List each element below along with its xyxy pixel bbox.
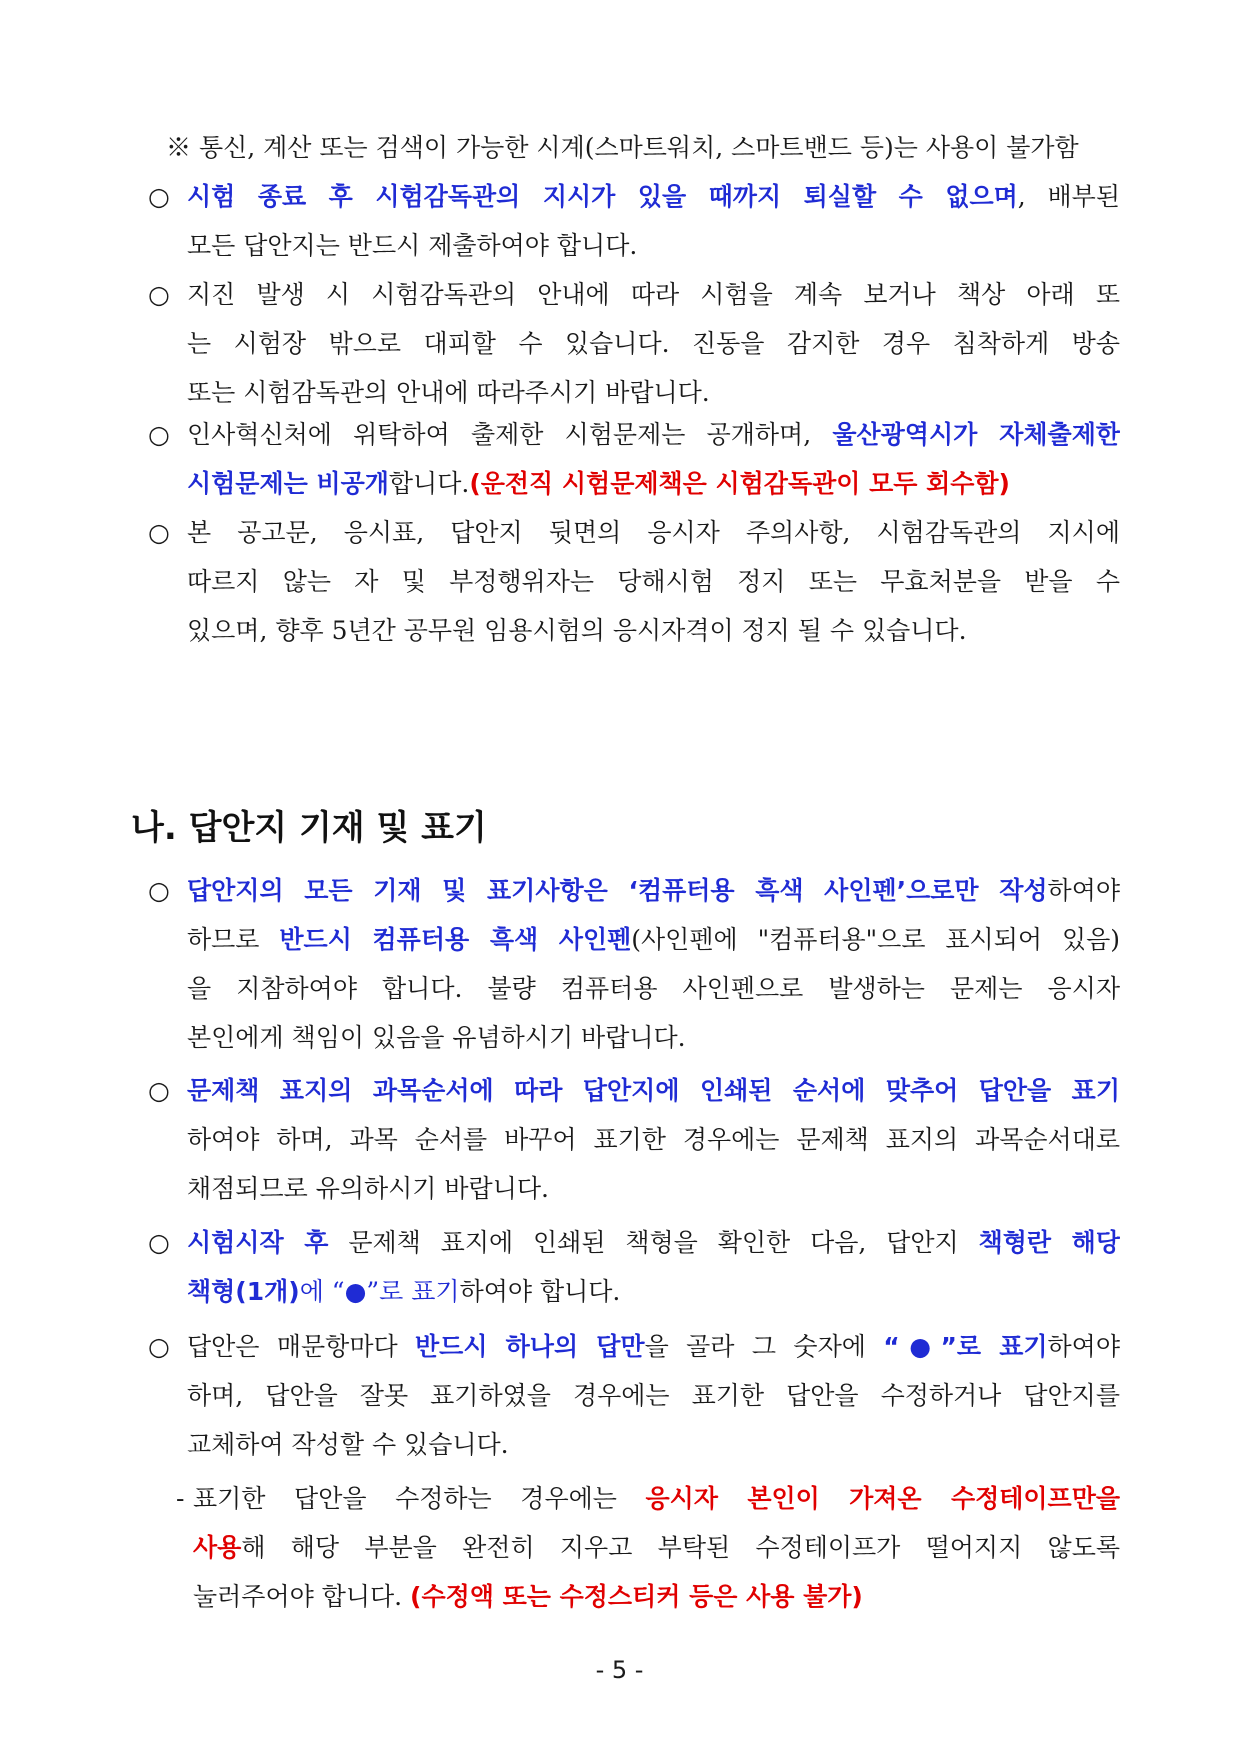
rule-item-earthquake: ○ 지진 발생 시 시험감독관의 안내에 따라 시험을 계속 보거나 책상 아래 또 는 시험장 밖으로 대피할 수 있습니다. 진동을 감지한 경우 침착하게 방송 또는 시험감독관의 안내에 따라주시기 바랍니다. [148, 270, 1120, 417]
highlight-blue: 반드시 하나의 답만 [415, 1332, 645, 1361]
highlight-blue: 답안지의 모든 기재 및 표기사항은 ‘컴퓨터용 흑색 사인펜’으로만 작성 [187, 876, 1048, 905]
bullet-icon: ○ [148, 876, 170, 905]
rule-item-disclosure: ○ 인사혁신처에 위탁하여 출제한 시험문제는 공개하며, 울산광역시가 자체출제한 시험문제는 비공개합니다.(운전직 시험문제책은 시험감독관이 모두 회수함) [148, 410, 1120, 508]
highlight-blue: 시험시작 후 [187, 1228, 329, 1257]
rule-item-answer-marking: ○ 답안은 매문항마다 반드시 하나의 답만을 골라 그 숫자에 “●”로 표기하여야 하며, 답안을 잘못 표기하였을 경우에는 표기한 답안을 수정하거나 답안지를 교체하여 작성할 수 있습니다. [148, 1322, 1120, 1469]
rule-item-subject-order: ○ 문제책 표지의 과목순서에 따라 답안지에 인쇄된 순서에 맞추어 답안을 표기 하여야 하며, 과목 순서를 바꾸어 표기한 경우에는 문제책 표지의 과목순서대로 채점되므로 유의하시기 바랍니다. [148, 1066, 1120, 1213]
dash-icon: - [176, 1484, 185, 1513]
highlight-blue: 반드시 컴퓨터용 흑색 사인펜 [279, 925, 632, 954]
notice-text: ※ 통신, 계산 또는 검색이 가능한 시계(스마트워치, 스마트밴드 등)는 사용이 불가함 [166, 133, 1079, 162]
bullet-icon: ○ [148, 420, 170, 449]
highlight-blue: 시험 종료 후 시험감독관의 지시가 있을 때까지 퇴실할 수 없으며 [187, 182, 1018, 211]
rule-item-signpen: ○ 답안지의 모든 기재 및 표기사항은 ‘컴퓨터용 흑색 사인펜’으로만 작성하여야 하므로 반드시 컴퓨터용 흑색 사인펜(사인펜에 "컴퓨터용"으로 표시되어 있음) 을 지참하여야 합니다. 불량 컴퓨터용 사인펜으로 발생하는 문제는 응시자 본인에게 책임이 있음을 유념하시기 바랍니다. [148, 866, 1120, 1062]
rule-item-booklet-type: ○ 시험시작 후 문제책 표지에 인쇄된 책형을 확인한 다음, 답안지 책형란 해당 책형(1개)에 “●”로 표기하여야 합니다. [148, 1218, 1120, 1316]
highlight-red: (수정액 또는 수정스티커 등은 사용 불가) [410, 1582, 863, 1611]
rule-item-exit: ○ 시험 종료 후 시험감독관의 지시가 있을 때까지 퇴실할 수 없으며, 배부된 모든 답안지는 반드시 제출하여야 합니다. [148, 172, 1120, 270]
highlight-red: (운전직 시험문제책은 시험감독관이 모두 회수함) [469, 469, 1010, 498]
bullet-icon: ○ [148, 1076, 170, 1105]
bullet-icon: ○ [148, 280, 170, 309]
bullet-icon: ○ [148, 518, 170, 547]
highlight-red: 사용 [193, 1533, 242, 1562]
highlight-red: 응시자 본인이 가져온 수정테이프만을 [645, 1484, 1120, 1513]
bullet-icon: ○ [148, 1332, 170, 1361]
highlight-blue: 시험문제는 비공개 [187, 469, 389, 498]
highlight-blue: 책형란 해당 [978, 1228, 1120, 1257]
highlight-blue: “●”로 표기 [883, 1332, 1048, 1361]
page-number: - 5 - [595, 1656, 644, 1684]
bullet-icon: ○ [148, 182, 170, 211]
rule-subitem-correction-tape: - 표기한 답안을 수정하는 경우에는 응시자 본인이 가져온 수정테이프만을 사용해 해당 부분을 완전히 지우고 부탁된 수정테이프가 떨어지지 않도록 눌러주어야 합니다. (수정액 또는 수정스티커 등은 사용 불가) [176, 1474, 1120, 1621]
notice-smartwatch [166, 128, 1126, 168]
rule-item-sanction: ○ 본 공고문, 응시표, 답안지 뒷면의 응시자 주의사항, 시험감독관의 지시에 따르지 않는 자 및 부정행위자는 당해시험 정지 또는 무효처분을 받을 수 있으며, 향후 5년간 공무원 임용시험의 응시자격이 정지 될 수 있습니다. [148, 508, 1120, 655]
highlight-blue: 울산광역시가 자체출제한 [832, 420, 1120, 449]
section-heading: 나. 답안지 기재 및 표기 [131, 808, 487, 848]
highlight-blue: 책형(1개) [187, 1277, 300, 1306]
highlight-blue: 문제책 표지의 과목순서에 따라 답안지에 인쇄된 순서에 맞추어 답안을 표기 [187, 1076, 1120, 1105]
bullet-icon: ○ [148, 1228, 170, 1257]
